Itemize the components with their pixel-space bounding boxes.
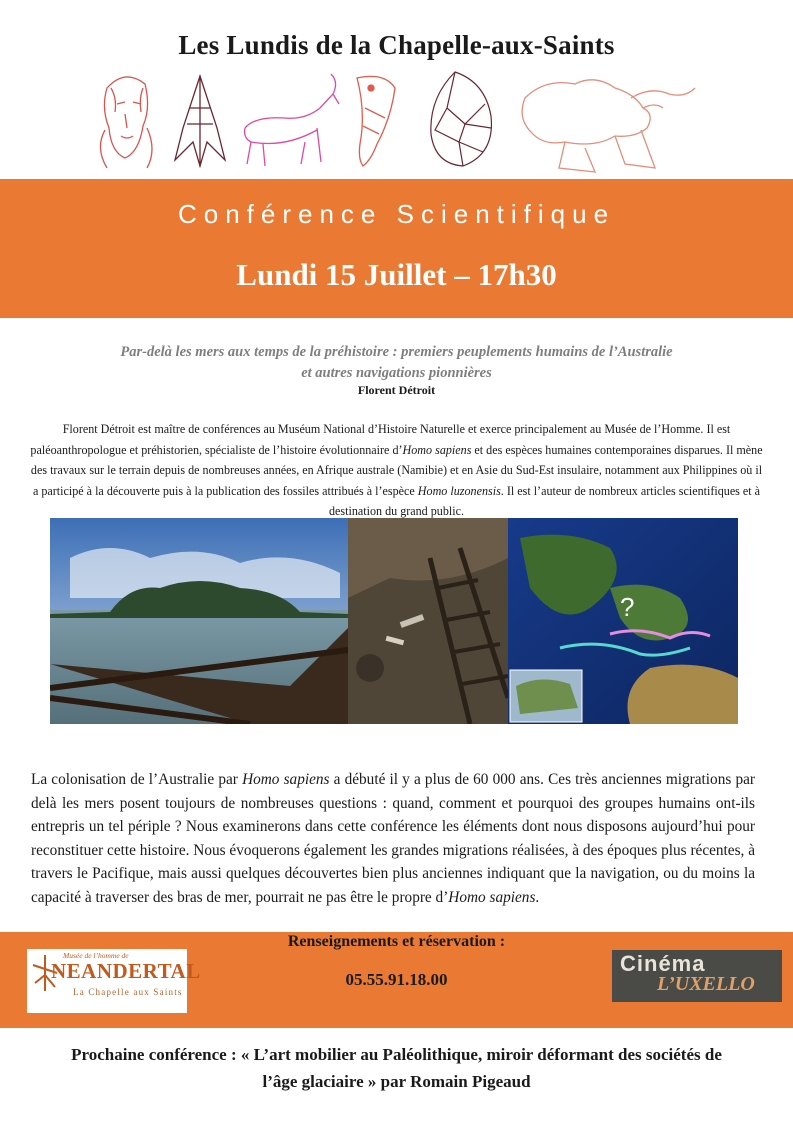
excavation-photo [348,518,508,724]
map-question-mark: ? [620,592,635,622]
ibex-icon [245,74,339,166]
arrowhead-icon [175,76,225,166]
map-photo [508,518,738,724]
museum-logo [27,949,201,1013]
talk-title [40,342,753,384]
conference-banner [0,179,793,318]
bio-text: Florent Détroit est maître de conférences au Muséum National d’Histoire Naturelle et exerce principalement au Musée de l’Homme. Il est paléoanthropologue et préhistorien, spécialiste de l’histoire évolutionnaire d’ [30,422,731,457]
bio-species-name: Homo sapiens [402,442,472,457]
handaxe-icon [431,72,492,166]
event-date-time: Lundi 15 Juillet – 17h30 [236,257,557,292]
sea-landscape-photo [50,518,348,724]
bison-icon [522,80,695,172]
cinema-logo [612,950,782,1002]
prehistoric-drawings [95,68,705,176]
info-banner [0,932,793,1028]
speaker-bio [28,419,765,522]
museum-logo-place: La Chapelle aux Saints [73,987,183,997]
description-text: La colonisation de l’Australie par [31,771,243,788]
conference-description [31,768,755,910]
bone-tool-icon [357,76,395,166]
event-type: Conférence Scientifique [177,199,616,229]
description-species-name: Homo sapiens [242,771,330,788]
bio-text: et des espèces humaines contemporaines disparues. Il mène des travaux sur le terrain depuis de nombreuses années, en Afrique australe (Namibie) et en Asie du Sud-Est insulaire, notamment aux Philippines où il a participé à la découverte puis à la publication des fossiles attribués à l’espèce [30,442,763,498]
talk-title-line1: Par-delà les mers aux temps de la préhistoire : premiers peuplements humains de l’Australie [120,344,673,360]
description-species-name: Homo sapiens [448,888,536,906]
next-conference-line1: Prochaine conférence : « L’art mobilier au Paléolithique, miroir déformant des sociétés de [71,1045,722,1064]
museum-logo-line1: Musée de l’homme de [63,951,129,960]
bio-species-name: Homo luzonensis [417,483,501,498]
bio-text: . Il est l’auteur de nombreux articles scientifiques et à destination du grand public. [328,483,761,518]
phone-number: 05.55.91.18.00 [345,970,448,989]
cinema-logo-line1: Cinéma [620,951,706,976]
next-conference-line2: l’âge glaciaire » par Romain Pigeaud [262,1072,531,1091]
museum-logo-name: NEANDERTAL [51,959,201,983]
speaker-name: Florent Détroit [357,383,436,397]
cinema-logo-line2: L’UXELLO [657,973,755,995]
talk-title-line2: et autres navigations pionnières [301,365,492,381]
info-label: Renseignements et réservation : [287,933,506,950]
photo-strip [50,518,738,724]
description-text: a débuté il y a plus de 60 000 ans. Ces très anciennes migrations par delà les mers posent toujours de nombreuses questions : quand, comment et pourquoi des groupes humains ont-ils entrepris un tel périple ? Nous examinerons dans cette conférence les éléments dont nous disposons aujourd’hui pour reconstituer cette histoire. Nous évoquerons également les grandes migrations réalisées, à des époques plus récentes, à travers le Pacifique, mais aussi quelques découvertes bien plus anciennes indiquant que la navigation, ou du moins la capacité à traverser des bras de mer, pourrait ne pas être le propre d’ [31,771,755,906]
description-text: . [535,888,540,906]
series-title: Les Lundis de la Chapelle-aux-Saints [178,30,615,60]
carved-face-icon [100,77,152,168]
next-conference [20,1041,773,1095]
